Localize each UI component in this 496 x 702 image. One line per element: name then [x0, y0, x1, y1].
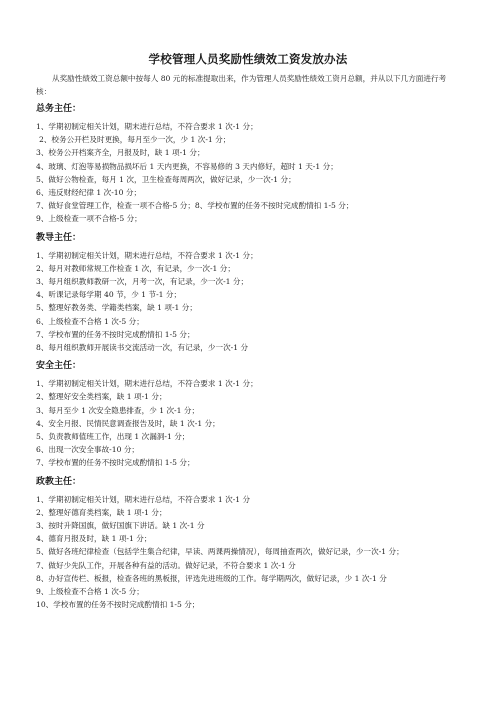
list-item: 2、校务公开栏及时更换，每月至少一次，少 1 次-1 分；	[39, 135, 231, 145]
section-heading: 安全主任：	[36, 361, 82, 372]
list-item: 5、做好公物检查，每月 1 次，卫生检查每周两次，做好记录，少一次-1 分；	[36, 174, 296, 184]
list-item: 1、学期初制定相关计划，期末进行总结，不符合要求 1 次-1 分	[36, 494, 251, 504]
list-item: 8、每月组织教师开展读书交流活动一次，有记录，少一次-1 分	[36, 343, 249, 353]
document-title: 学校管理人员奖励性绩效工资发放办法	[148, 52, 348, 66]
list-item: 9、上级检查一项不合格-5 分；	[36, 214, 142, 224]
section-heading: 政教主任：	[36, 476, 82, 487]
list-item: 4、安全月报、民情民意调查报告及时，缺 1 次-1 分；	[36, 418, 220, 428]
list-item: 2、每月对教师常规工作检查 1 次，有记录，少一次-1 分；	[36, 263, 235, 273]
document-page	[36, 52, 460, 617]
list-item: 9、上级检查不合格 1 次-5 分；	[36, 587, 144, 597]
section-safety	[36, 359, 460, 469]
intro-paragraph: 从奖励性绩效工资总额中按每人 80 元的标准提取出来，作为管理人员奖励性绩效工资月总额，并从以下几方面进行考核：	[36, 74, 447, 96]
list-item: 4、德育月报及时，缺 1 项-1 分；	[36, 534, 152, 544]
list-item: 7、做好食堂管理工作，检查一项不合格-5 分；8、学校布置的任务不按时完成酌情扣 1-5 分；	[36, 201, 354, 211]
list-item: 4、听课记录每学期 40 节，少 1 节-1 分；	[36, 290, 182, 300]
list-item: 10、学校布置的任务不按时完成酌情扣 1-5 分；	[36, 600, 200, 610]
list-item: 3、按时升降国旗，做好国旗下讲话。缺 1 次-1 分	[36, 521, 205, 531]
list-item: 2、整理好安全类档案，缺 1 项-1 分；	[36, 392, 167, 402]
list-item: 6、上级检查不合格 1 次-5 分；	[36, 316, 144, 326]
list-item: 5、整理好教务类、学籍类档案，缺 1 项-1 分；	[36, 303, 197, 313]
list-item: 1、学期初制定相关计划，期末进行总结，不符合要求 1 次-1 分；	[36, 122, 258, 131]
list-item: 3、每月至少 1 次安全隐患排查，少 1 次-1 分；	[36, 405, 200, 415]
list-item: 7、学校布置的任务不按时完成酌情扣 1-5 分；	[36, 458, 195, 468]
list-item: 3、校务公开档案齐全，月报及时，缺 1 项-1 分；	[36, 148, 205, 158]
list-item: 3、每月组织教师教研一次，月考一次，有记录，少一次-1 分；	[36, 277, 249, 287]
list-item: 8、办好宣传栏、板报，检查各班的黑板报，评选先进班级的工作。每学期两次，做好记录，少 1 次-1 分	[36, 573, 387, 583]
section-general-affairs	[36, 102, 460, 226]
list-item: 5、做好各班纪律检查（包括学生集合纪律，早读、两课两操情况），每周抽查两次，做好记录，少一次-1 分；	[36, 547, 404, 557]
list-item: 1、学期初制定相关计划，期末进行总结，不符合要求 1 次-1 分；	[36, 250, 258, 260]
section-moral-education	[36, 475, 460, 612]
section-heading: 教导主任：	[36, 232, 82, 243]
list-item: 6、违反财经纪律 1 次-10 分；	[36, 188, 142, 198]
section-heading: 总务主任：	[36, 104, 82, 114]
list-item: 1、学期初制定相关计划，期末进行总结，不符合要求 1 次-1 分；	[36, 379, 258, 389]
section-teaching	[36, 231, 460, 355]
list-item: 7、做好少先队工作，开展各种有益的活动。做好记录，不符合要求 1 次-1 分	[36, 560, 296, 570]
list-item: 2、整理好德育类档案，缺 1 项-1 分；	[36, 507, 167, 517]
list-item: 7、学校布置的任务不按时完成酌情扣 1-5 分；	[36, 329, 195, 339]
list-item: 6、出现一次安全事故-10 分；	[36, 445, 140, 455]
list-item: 4、玻璃、灯泡等易损物品损坏后 1 天内更换，不容易修的 3 天内修好，超时 1 天-1 分；	[36, 161, 338, 171]
list-item: 5、负责教师值班工作，出现 1 次漏洞-1 分；	[36, 432, 190, 442]
